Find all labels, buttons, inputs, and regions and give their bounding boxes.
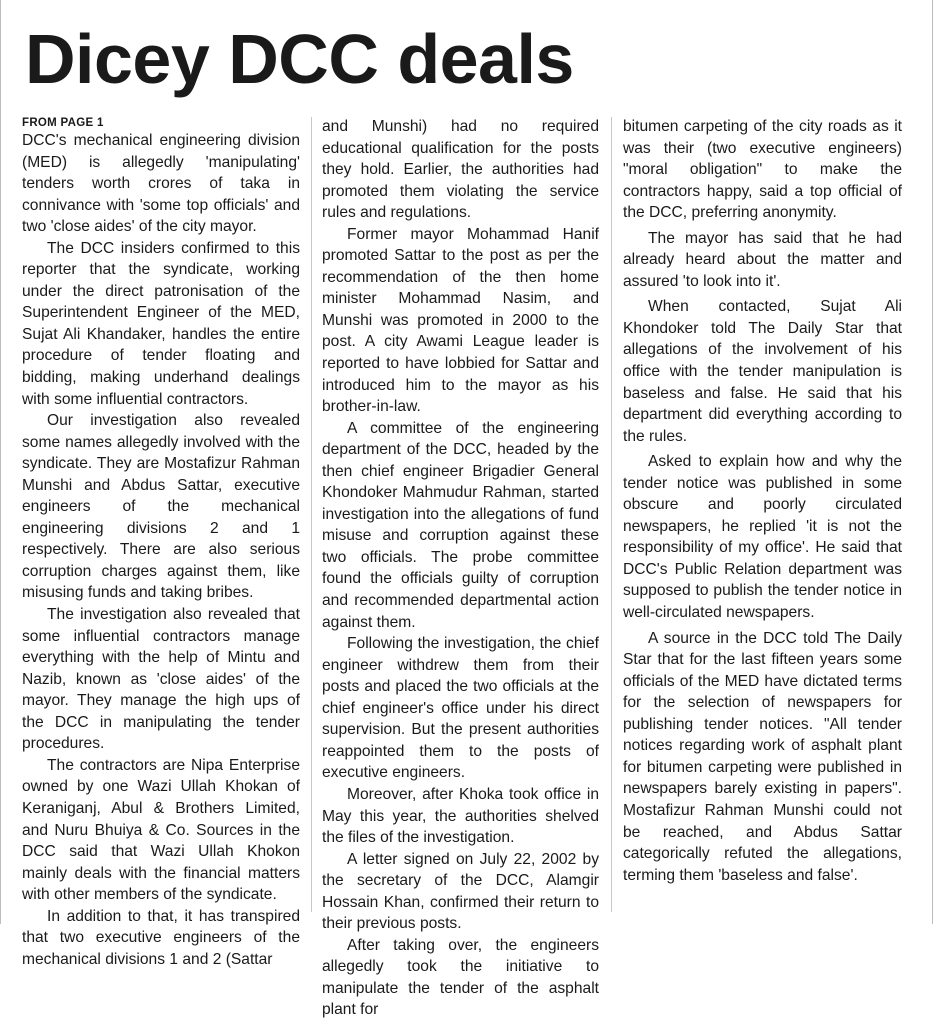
paragraph: and Munshi) had no required educational qualification for the posts they hold. Earlier, the authorities had promoted them violating the service rules and regulations. <box>322 118 599 222</box>
headline: Dicey DCC deals <box>25 20 574 98</box>
paragraph: In addition to that, it has transpired that two executive engineers of the mechanical divisions 1 and 2 (Sattar <box>22 907 300 968</box>
column-divider <box>611 117 612 912</box>
paragraph: A letter signed on July 22, 2002 by the secretary of the DCC, Alamgir Hossain Khan, confirmed their return to their previous posts. <box>322 850 599 933</box>
paragraph: After taking over, the engineers allegedly took the initiative to manipulate the tender of the asphalt plant for <box>322 936 599 1019</box>
column-divider <box>311 117 312 912</box>
article-column-3 <box>623 116 902 916</box>
paragraph: The contractors are Nipa Enterprise owned by one Wazi Ullah Khokan of Keraniganj, Abul & Brothers Limited, and Nuru Bhuiya & Co. Sources in the DCC said that Wazi Ullah Khokon mainly deals with the financial matters with other members of the syndicate. <box>22 756 300 904</box>
paragraph: The investigation also revealed that some influential contractors manage everything with the help of Mintu and Nazib, known as 'close aides' of the mayor. They manage the high ups of the DCC in manipulating the tender procedures. <box>22 606 300 753</box>
paragraph: DCC's mechanical engineering division (MED) is allegedly 'manipulating' tenders worth crores of taka in connivance with 'some top officials' and two 'close aides' of the city mayor. <box>22 132 300 236</box>
kicker: FROM PAGE 1 <box>22 117 104 129</box>
article-column-1 <box>22 116 300 968</box>
paragraph: Asked to explain how and why the tender notice was published in some obscure and poorly circulated newspapers, he replied 'it is not the responsibility of my office'. He said that DCC's Public Relation department was supposed to publish the tender notice in well-circulated newspapers. <box>623 453 902 622</box>
paragraph: Following the investigation, the chief engineer withdrew them from their posts and placed the two officials at the chief engineer's office under his direct supervision. But the present authorities reappointed them to the posts of executive engineers. <box>322 635 599 782</box>
article-column-2 <box>322 116 599 1019</box>
paragraph: A source in the DCC told The Daily Star that for the last fifteen years some officials of the MED have dictated terms for the selection of newspapers for publishing tender notices. "All tender notices regarding work of asphalt plant for bitumen carpeting were published in newspapers barely existing in papers". Mostafizur Rahman Munshi could not be reached, and Abdus Sattar categorically refuted the allegations, terming them 'baseless and false'. <box>623 629 902 884</box>
paragraph: The DCC insiders confirmed to this reporter that the syndicate, working under the direct patronisation of the Superintendent Engineer of the MED, Sujat Ali Khandaker, handles the entire procedure of tender floating and bidding, making underhand dealings with some influential contractors. <box>22 239 300 408</box>
paragraph: The mayor has said that he had already heard about the matter and assured 'to look into it'. <box>623 229 902 290</box>
paragraph: A committee of the engineering department of the DCC, headed by the then chief engineer Brigadier General Khondoker Mahmudur Rahman, started investigation into the allegations of fund misuse and corruption against these two officials. The probe committee found the officials guilty of corruption and recommended departmental action against them. <box>322 419 599 631</box>
paragraph: Former mayor Mohammad Hanif promoted Sattar to the post as per the recommendation of the then home minister Mohammad Nasim, and Munshi was promoted in 2000 to the post. A city Awami League leader is reported to have lobbied for Sattar and introduced him to the mayor as his brother-in-law. <box>322 225 599 416</box>
paragraph: Moreover, after Khoka took office in May this year, the authorities shelved the files of the investigation. <box>322 785 599 847</box>
paragraph: Our investigation also revealed some names allegedly involved with the syndicate. They are Mostafizur Rahman Munshi and Abdus Sattar, executive engineers of the mechanical engineering divisions 2 and 1 respectively. There are also serious corruption charges against them, like misusing funds and taking bribes. <box>22 412 300 602</box>
paragraph: bitumen carpeting of the city roads as it was their (two executive engineers) "moral obligation" to make the contractors happy, said a top official of the DCC, preferring anonymity. <box>623 118 902 222</box>
paragraph: When contacted, Sujat Ali Khondoker told The Daily Star that allegations of the involvement of his office with the tender manipulation is baseless and false. He said that his department did everything according to the rules. <box>623 298 902 445</box>
